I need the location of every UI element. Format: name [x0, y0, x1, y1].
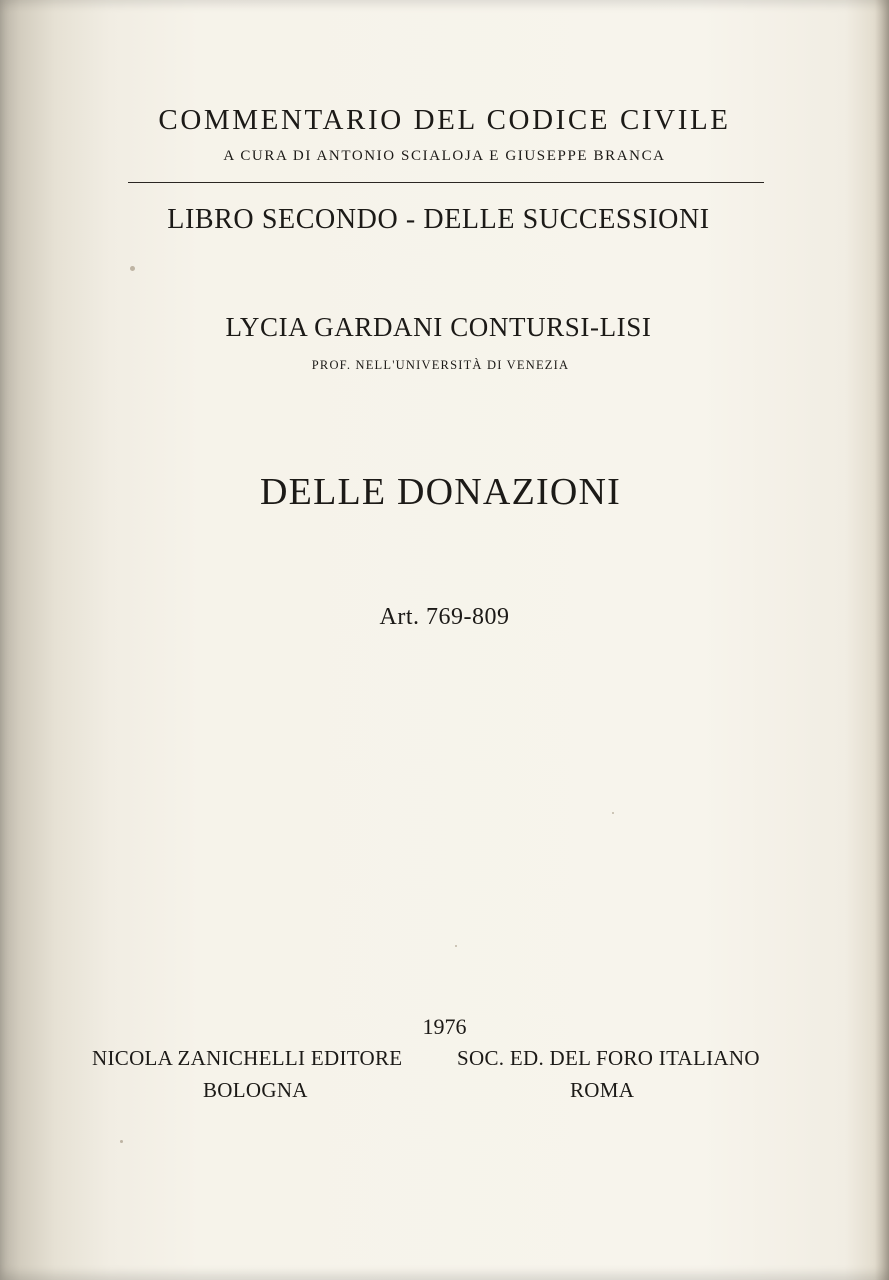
- publisher-city-left: BOLOGNA: [203, 1078, 308, 1102]
- series-editors: A CURA DI ANTONIO SCIALOJA E GIUSEPPE BRANCA: [223, 148, 666, 164]
- publication-year: 1976: [422, 1014, 467, 1039]
- page-edge-shadow: [875, 0, 889, 1280]
- author-name: LYCIA GARDANI CONTURSI-LISI: [225, 312, 652, 342]
- book-title: DELLE DONAZIONI: [260, 471, 621, 513]
- author-affiliation: PROF. NELL'UNIVERSITÀ DI VENEZIA: [311, 358, 570, 372]
- publisher-name-right: SOC. ED. DEL FORO ITALIANO: [457, 1046, 760, 1070]
- book-section: LIBRO SECONDO - DELLE SUCCESSIONI: [167, 204, 710, 235]
- publisher-name-left: NICOLA ZANICHELLI EDITORE: [92, 1046, 403, 1070]
- article-range: Art. 769-809: [379, 604, 510, 630]
- paper-speck: [455, 945, 457, 947]
- paper-speck: [120, 1140, 123, 1143]
- publisher-city-right: ROMA: [570, 1078, 635, 1102]
- paper-speck: [130, 266, 135, 271]
- series-title: COMMENTARIO DEL CODICE CIVILE: [158, 104, 731, 136]
- paper-speck: [612, 812, 614, 814]
- divider-rule: [128, 182, 764, 183]
